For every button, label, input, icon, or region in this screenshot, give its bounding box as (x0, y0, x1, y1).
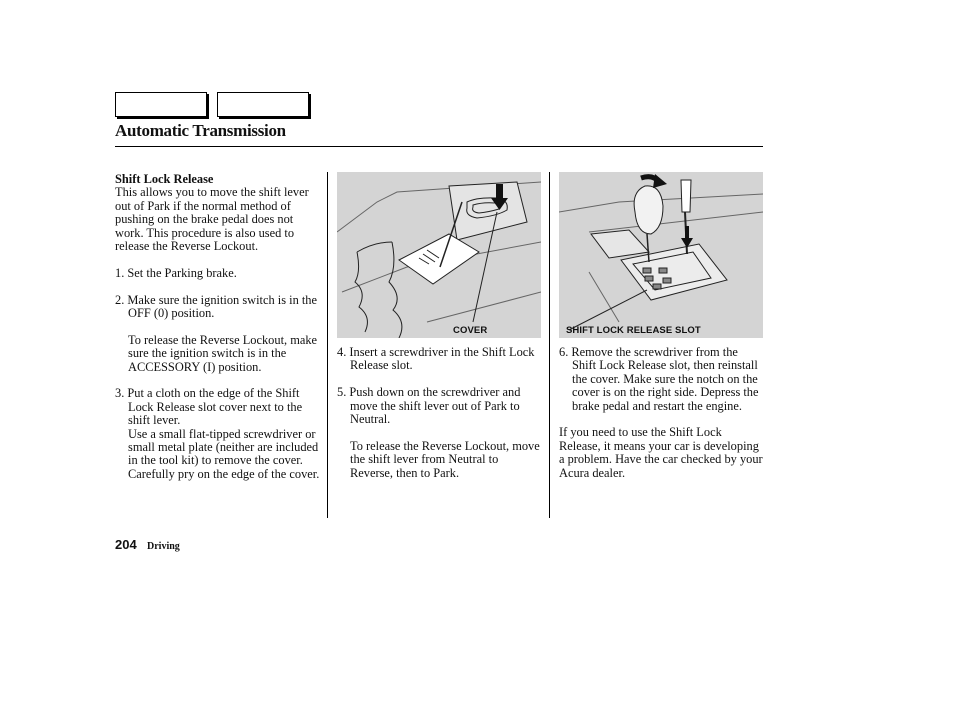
page-number: 204 (115, 537, 137, 552)
nav-tab-contents[interactable] (115, 92, 207, 117)
step-6: 6. Remove the screwdriver from the Shift Lock Release slot, then reinstall the cover. Make sure the notch on the cover is on the right side. Depress the brake pedal and restart the engine. (559, 345, 759, 413)
step-3-note: Use a small flat-tipped screwdriver or small metal plate (neither are included in the tool kit) to remove the cover. Carefully pry on the edge of the cover. (128, 426, 320, 481)
cover-caption: COVER (453, 325, 488, 336)
step-3: 3. Put a cloth on the edge of the Shift Lock Release slot cover next to the shift lever. (115, 386, 303, 428)
column-divider-1 (327, 172, 328, 518)
slot-caption: SHIFT LOCK RELEASE SLOT (566, 325, 701, 336)
cover-illustration (337, 172, 541, 338)
column-3 (559, 346, 764, 480)
column-1 (115, 173, 320, 481)
step-5-note: To release the Reverse Lockout, move the shift lever from Neutral to Reverse, then to Park. (350, 438, 540, 480)
column-2 (337, 346, 542, 480)
step-5: 5. Push down on the screwdriver and move the shift lever out of Park to Neutral. (337, 385, 521, 427)
shift-lock-slot-drawing (559, 172, 763, 338)
step-4: 4. Insert a screwdriver in the Shift Lock Release slot. (337, 345, 535, 373)
step-1: 1. Set the Parking brake. (115, 265, 237, 280)
step-2-note: To release the Reverse Lockout, make sure the ignition switch is in the ACCESSORY (I) position. (128, 332, 318, 374)
title-rule (115, 146, 763, 147)
column-divider-2 (549, 172, 550, 518)
section-name: Driving (147, 541, 180, 552)
closing-paragraph: If you need to use the Shift Lock Release, it means your car is developing a problem. Have the car checked by your Acura dealer. (559, 425, 763, 480)
intro-paragraph: This allows you to move the shift lever out of Park if the normal method of pushing on the brake pedal does not work. This procedure is also used to release the Reverse Lockout. (115, 185, 309, 254)
page-title: Automatic Transmission (115, 121, 286, 140)
shift-lock-slot-illustration (559, 172, 763, 338)
cover-drawing (337, 172, 541, 338)
section-heading: Shift Lock Release (115, 172, 214, 186)
nav-tab-index[interactable] (217, 92, 309, 117)
step-2: 2. Make sure the ignition switch is in the OFF (0) position. (115, 292, 318, 321)
